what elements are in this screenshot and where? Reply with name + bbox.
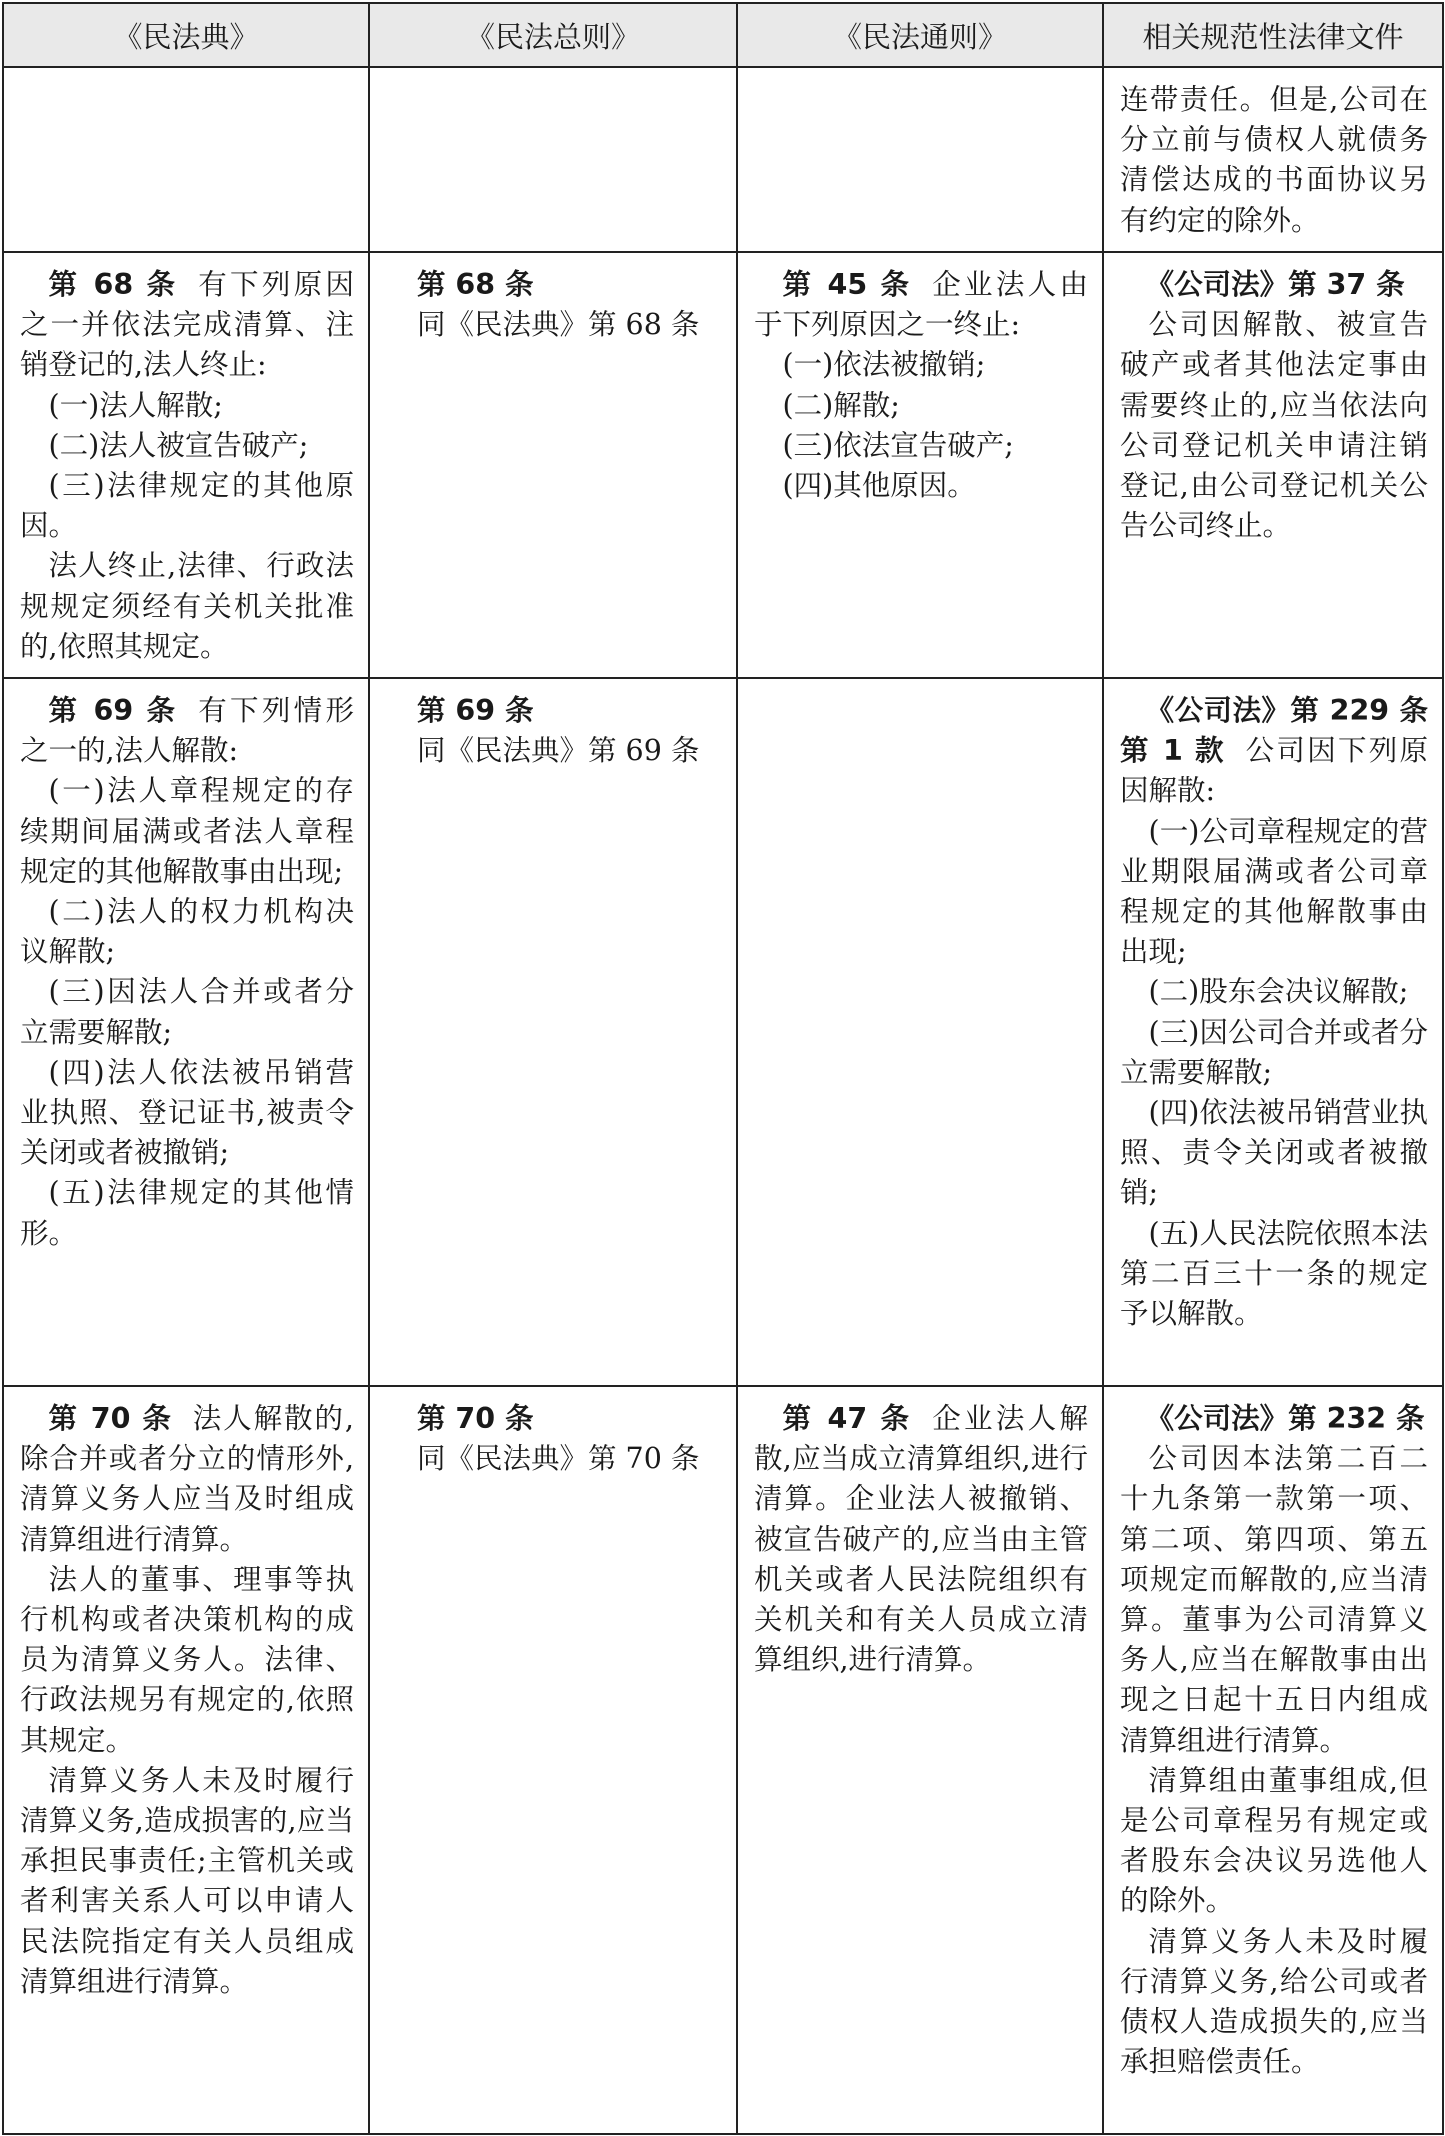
header-row: [3, 3, 1443, 67]
table-body: [3, 67, 1443, 2134]
paragraph-text: (三)依法宣告破产;: [782, 428, 1014, 462]
paragraph-text: 企业法人由于下列原因之一终止:: [754, 268, 1088, 342]
cell-general-principles: [737, 67, 1103, 252]
table-row: [3, 67, 1443, 252]
paragraph: [20, 1761, 354, 2002]
paragraph: [20, 892, 354, 972]
paragraph: [20, 1053, 354, 1174]
paragraph: [1120, 1399, 1428, 1439]
paragraph-text: 公司因本法第二百二十九条第一款第一项、第二项、第四项、第五项规定而解散的,应当清算。董事为公司清算义务人,应当在解散事由出现之日起十五日内组成清算组进行清算。: [1120, 1442, 1428, 1757]
article-reference: 第 70 条: [417, 1402, 534, 1436]
paragraph-text: 有下列情形之一的,法人解散:: [20, 694, 354, 768]
paragraph: [20, 466, 354, 546]
law-comparison-table: [2, 2, 1444, 2135]
header-general-provisions: 《民法总则》: [369, 3, 737, 67]
paragraph-text: (二)解散;: [782, 388, 900, 422]
paragraph: [1120, 972, 1428, 1012]
paragraph: [754, 426, 1088, 466]
cell-civil-code: [3, 252, 369, 678]
cell-related-documents: [1103, 678, 1443, 1386]
paragraph-text: 企业法人解散,应当成立清算组织,进行清算。企业法人被撤销、被宣告破产的,应当由主管机关或者人民法院组织有关机关和有关人员成立清算组织,进行清算。: [754, 1402, 1088, 1677]
paragraph: [20, 771, 354, 892]
article-reference: 《公司法》第 232 条: [1145, 1402, 1425, 1436]
article-reference: 第 70 条: [48, 1402, 173, 1436]
paragraph: [20, 972, 354, 1052]
paragraph: [1120, 1093, 1428, 1214]
paragraph: [1120, 80, 1428, 241]
table-row: [3, 252, 1443, 678]
article-reference: 《公司法》第 37 条: [1145, 268, 1405, 301]
paragraph-text: (五)法律规定的其他情形。: [20, 1176, 354, 1250]
paragraph: [417, 691, 722, 731]
paragraph: [754, 466, 1088, 506]
article-reference: 第 47 条: [782, 1402, 913, 1436]
paragraph: [754, 345, 1088, 385]
table-row: [3, 678, 1443, 1386]
header-civil-code: 《民法典》: [3, 3, 369, 67]
paragraph-text: (一)公司章程规定的营业期限届满或者公司章程规定的其他解散事由出现;: [1120, 814, 1428, 969]
table-header: [3, 3, 1443, 67]
cell-general-provisions: [369, 678, 737, 1386]
paragraph-text: 法人的董事、理事等执行机构或者决策机构的成员为清算义务人。法律、行政法规另有规定的,依照其规定。: [20, 1562, 354, 1757]
paragraph: [754, 1399, 1088, 1680]
cell-general-principles: [737, 678, 1103, 1386]
paragraph-text: 公司因下列原因解散:: [1120, 734, 1428, 808]
header-general-principles: 《民法通则》: [737, 3, 1103, 67]
paragraph: [20, 265, 354, 386]
article-reference: 《公司法》第 229 条第 1 款: [1120, 694, 1428, 768]
paragraph: [20, 546, 354, 667]
cell-related-documents: [1103, 252, 1443, 678]
paragraph: [417, 1439, 722, 1479]
article-reference: 第 69 条: [417, 694, 534, 728]
paragraph: [20, 1173, 354, 1253]
paragraph-text: 清算义务人未及时履行清算义务,造成损害的,应当承担民事责任;主管机关或者利害关系人可以申请人民法院指定有关人员组成清算组进行清算。: [20, 1763, 354, 1998]
paragraph-text: (二)法人被宣告破产;: [48, 428, 309, 462]
article-reference: 第 45 条: [782, 268, 913, 301]
cell-civil-code: [3, 1386, 369, 2134]
paragraph: [1120, 812, 1428, 973]
paragraph-text: 连带责任。但是,公司在分立前与债权人就债务清偿达成的书面协议另有约定的除外。: [1120, 83, 1428, 237]
paragraph: [1120, 1013, 1428, 1093]
cell-civil-code: [3, 678, 369, 1386]
paragraph: [20, 386, 354, 426]
paragraph: [1120, 305, 1428, 546]
cell-related-documents: [1103, 1386, 1443, 2134]
paragraph: [20, 1399, 354, 1560]
header-related-documents: 相关规范性法律文件: [1103, 3, 1443, 67]
paragraph-text: (三)因法人合并或者分立需要解散;: [20, 975, 354, 1049]
cell-general-principles: [737, 1386, 1103, 2134]
paragraph: [754, 265, 1088, 345]
paragraph: [1120, 1922, 1428, 2083]
paragraph-text: 同《民法典》第 68 条: [417, 308, 700, 342]
paragraph: [1120, 265, 1428, 305]
paragraph: [1120, 1761, 1428, 1922]
paragraph: [417, 305, 722, 345]
paragraph-text: 清算组由董事组成,但是公司章程另有规定或者股东会决议另选他人的除外。: [1120, 1763, 1428, 1918]
article-reference: 第 68 条: [48, 268, 179, 301]
paragraph-text: (一)法人章程规定的存续期间届满或者法人章程规定的其他解散事由出现;: [20, 774, 354, 888]
paragraph-text: 有下列原因之一并依法完成清算、注销登记的,法人终止:: [20, 268, 354, 382]
paragraph-text: 法人终止,法律、行政法规规定须经有关机关批准的,依照其规定。: [20, 549, 354, 663]
paragraph-text: (二)股东会决议解散;: [1148, 975, 1409, 1009]
cell-general-provisions: [369, 252, 737, 678]
paragraph-text: (三)因公司合并或者分立需要解散;: [1120, 1015, 1428, 1089]
paragraph-text: 公司因解散、被宣告破产或者其他法定事由需要终止的,应当依法向公司登记机关申请注销登记,由公司登记机关公告公司终止。: [1120, 308, 1428, 543]
paragraph-text: (四)依法被吊销营业执照、责令关闭或者被撤销;: [1120, 1096, 1428, 1210]
paragraph-text: (一)法人解散;: [48, 388, 223, 422]
paragraph: [20, 1560, 354, 1761]
table-row: [3, 1386, 1443, 2134]
paragraph-text: 同《民法典》第 69 条: [417, 734, 700, 768]
article-reference: 第 69 条: [48, 694, 179, 728]
paragraph-text: (一)依法被撤销;: [782, 348, 986, 382]
paragraph-text: (二)法人的权力机构决议解散;: [20, 895, 354, 969]
paragraph: [20, 691, 354, 771]
paragraph: [1120, 691, 1428, 812]
paragraph: [754, 386, 1088, 426]
paragraph-text: (三)法律规定的其他原因。: [20, 469, 354, 543]
paragraph: [417, 731, 722, 771]
paragraph-text: (四)其他原因。: [782, 469, 976, 503]
paragraph: [417, 1399, 722, 1439]
paragraph: [1120, 1439, 1428, 1761]
cell-general-principles: [737, 252, 1103, 678]
paragraph: [20, 426, 354, 466]
paragraph: [1120, 1214, 1428, 1335]
cell-general-provisions: [369, 1386, 737, 2134]
paragraph-text: (四)法人依法被吊销营业执照、登记证书,被责令关闭或者被撤销;: [20, 1055, 354, 1170]
cell-civil-code: [3, 67, 369, 252]
paragraph: [417, 265, 722, 305]
paragraph-text: (五)人民法院依照本法第二百三十一条的规定予以解散。: [1120, 1216, 1428, 1331]
paragraph-text: 同《民法典》第 70 条: [417, 1442, 700, 1476]
article-reference: 第 68 条: [417, 268, 534, 301]
paragraph-text: 法人解散的,除合并或者分立的情形外,清算义务人应当及时组成清算组进行清算。: [20, 1402, 354, 1556]
cell-general-provisions: [369, 67, 737, 252]
cell-related-documents: [1103, 67, 1443, 252]
paragraph-text: 清算义务人未及时履行清算义务,给公司或者债权人造成损失的,应当承担赔偿责任。: [1120, 1924, 1428, 2079]
